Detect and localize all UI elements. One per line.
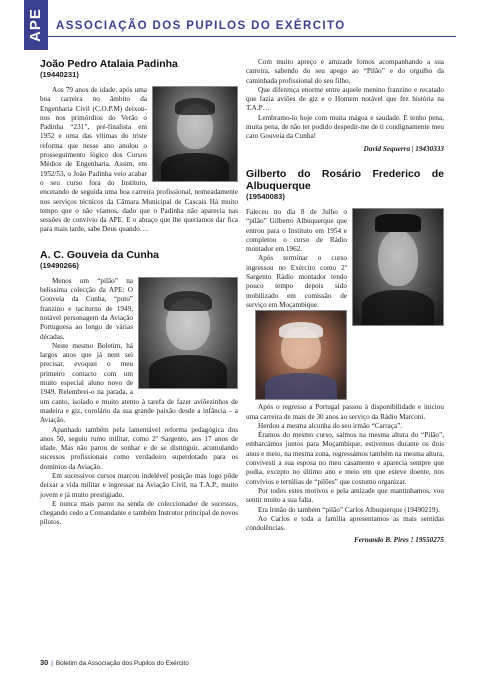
article-paragraph: Após o regresso a Portugal passou à disponibilidade e iniciou uma carreira de mais de 30 anos ao serviço da Rádio Marconi. bbox=[246, 403, 444, 421]
page-header bbox=[0, 0, 480, 50]
article-paragraph: Por todos estes motivos e pela amizade que mantinhamos, vou sentir muito a sua falta. bbox=[246, 486, 444, 505]
article-title: João Pedro Atalaia Padinha bbox=[40, 58, 178, 70]
color-portrait-photo bbox=[255, 310, 347, 400]
article-gouveia bbox=[40, 249, 238, 528]
article-paragraph: Neste mesmo Boletim, há largos anos que já nem sei precisar, evoquei o meu primeiro contacto com um muito especial aluno novo de 1949. Relembrei-o na parada, a um canto, isolado e muito atento à tarefa de fazer aviõezinhos de madeira e giz, corolário da sua grande paixão desde a infância – a Aviação. bbox=[40, 341, 238, 425]
left-column bbox=[40, 58, 238, 528]
portrait-photo bbox=[152, 86, 238, 182]
article-paragraph: Era irmão do também “pilão” Carlos Albuquerque (19490219). bbox=[258, 505, 440, 514]
article-paragraph: Aos 79 anos de idade, após uma boa carreira no âmbito da Engenharia Civil (C.O.P.M) deixou-nos nos primórdios do Verão o Padinha “231”, pré-finalista em 1952 e uma das vítimas do triste reforma que nesse ano anulou o prosseguimento lógico dos Cursos Médios de Engenharia. Assim, em 1952/53, o João Padinha veio acabar o seu curso fora do Instituto, encetando de seguida uma boa carreira profissional, nomeadamente nos serviços técnicos da Câmara Municipal de Cascais Há muito tempo que o não víamos, dado que o Padinha não aparecia nas sessões de convívio da APE. E o abraço que lhe queríamos dar fica para mais tarde, sabe Deus quando…. bbox=[40, 86, 238, 234]
right-column bbox=[246, 58, 444, 546]
article-paragraph: Que diferença enorme entre aquele menino franzino e recatado que fazia aviões de giz e o Homem notável que fez história na T.A.P… bbox=[246, 85, 444, 113]
article-paragraph: Apanhado também pela lamentável reforma pedagógica dos anos 50, seguiu rumo militar, como 2º Sargento, aos 17 anos de idade. Mas não parou de sonhar e de se distinguir, acumulando sucessos profissionais como verdadeiro superdotado para os domínios da Aviação. bbox=[40, 425, 238, 471]
author-signature: Fernando B. Pires ! 19550275 bbox=[353, 536, 444, 545]
military-cap-shape bbox=[375, 214, 422, 233]
article-title: Gilberto do Rosário Frederico de Albuquerque bbox=[246, 167, 444, 192]
shirt-shape bbox=[265, 373, 337, 399]
article-paragraph: Após terminar o curso ingressou no Exército como 2º Sargento Rádio montador tendo pouco tempo depois sido mobilizado em comissão de serviço em Moçambique. bbox=[246, 254, 347, 309]
hair-shape bbox=[279, 322, 322, 338]
article-paragraph: Com muito apreço e amizade fomos acompanhando a sua carreira, sabendo do seu apego ao “Pilão” e do orgulho da caminhada profissional do seu filho. bbox=[246, 58, 444, 85]
article-padinha bbox=[40, 58, 238, 235]
article-paragraph: Faleceu no dia 8 de Julho o “pilão” Gilberto Albuquerque que entrou para o Instituto em 1954 e completou o curso de Rádio montador em 1962. bbox=[246, 207, 347, 254]
hair-shape bbox=[164, 291, 211, 311]
page-footer bbox=[40, 658, 189, 667]
publication-name: Boletim da Associação dos Pupilos do Exército bbox=[55, 660, 189, 667]
article-id: (19440231) bbox=[40, 70, 79, 79]
article-id: (19540083) bbox=[246, 191, 285, 201]
article-paragraph: Lembramo-lo hoje com muita mágoa e saudade. E tenho pena, muita pena, de não ter podido despedir-me de ti condignamente meu caro Gouveia da Cunha! bbox=[246, 113, 444, 141]
hair-shape bbox=[175, 98, 215, 115]
header-title: ASSOCIAÇÃO DOS PUPILOS DO EXÉRCITO bbox=[56, 20, 346, 32]
suit-shape bbox=[149, 355, 227, 388]
article-id: (19490266) bbox=[40, 260, 79, 270]
page-number: 30 bbox=[40, 658, 49, 667]
article-albuquerque bbox=[246, 168, 444, 546]
article-gouveia-continued bbox=[246, 58, 444, 154]
suit-shape bbox=[161, 153, 228, 181]
article-title: A. C. Gouveia da Cunha bbox=[40, 248, 160, 261]
article-paragraph: Menos um “pilão” na belíssima colecção da APE: O Gouveia da Cunha, “puto” franzino e taciturno de 1949, notável personagem da Aviação Portuguesa ao longo de várias décadas. bbox=[40, 276, 133, 341]
article-paragraph: Em sucessivos cursos marcou indelével posição mas logo pôde deixar a vida militar e ingressar na Aviação Civil, na T.A.P., muito jovem e já muito prestigiado. bbox=[40, 471, 238, 499]
uniform-shape bbox=[362, 290, 434, 325]
uniform-portrait-photo bbox=[352, 208, 444, 326]
article-paragraph: E nunca mais parou na senda de coleccionador de sucessos, chegando cedo a Comandante e também Instrutor principal de novos pilotos. bbox=[40, 499, 238, 527]
ape-logo-text: APE bbox=[27, 8, 44, 42]
article-paragraph: Ao Carlos e toda a família apresentamos as mais sentidas condolências. bbox=[246, 514, 444, 533]
article-paragraph: Herdou a mesma alcunha do seu irmão “Carraça”. bbox=[258, 421, 403, 430]
author-signature: David Sequerra | 19430333 bbox=[363, 144, 444, 153]
portrait-photo bbox=[138, 277, 238, 389]
article-paragraph: Éramos do mesmo curso, saímos na mesma altura do “Pilão”, embarcámos juntos para Moçambique, estivemos durante os dois anos e meio, na mesma zona, regressámos também na mesma altura, convivesti a sua esposa no meu casamento e aparecia sempre que podia, excepto no último ano e meio em que esteve doente, nos convívios e tertúlias de “pilões” que costumo organizar. bbox=[246, 431, 444, 486]
footer-separator: | bbox=[51, 660, 53, 667]
header-rule bbox=[48, 36, 456, 37]
face-shape bbox=[378, 230, 418, 286]
